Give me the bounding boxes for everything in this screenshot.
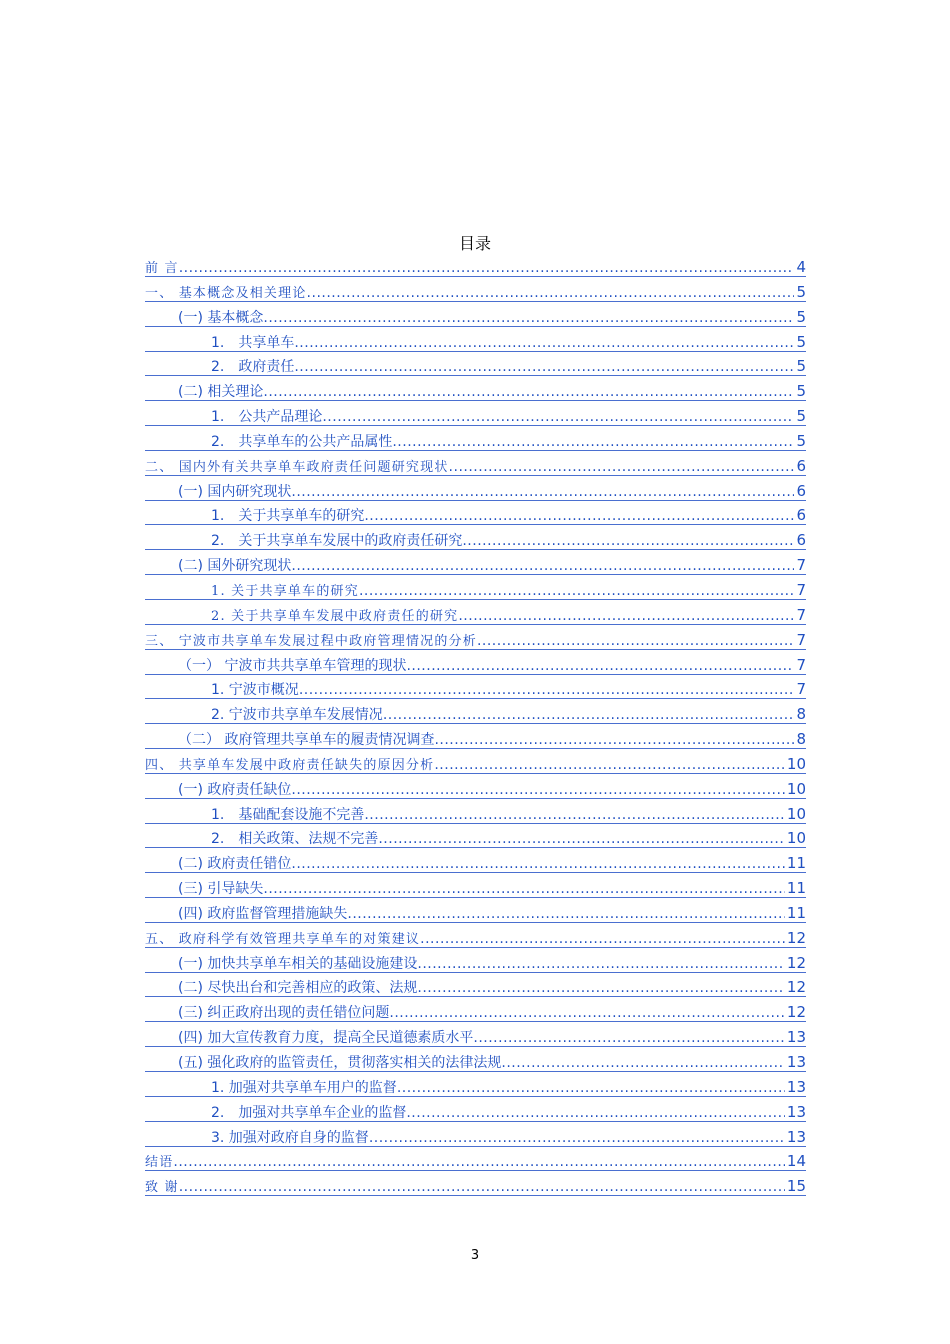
toc-entry-page: 10	[786, 754, 806, 773]
toc-dot-leader	[291, 852, 785, 877]
toc-entry-page: 12	[786, 978, 806, 997]
toc-entry[interactable]	[145, 1149, 806, 1171]
toc-entry-label: 致 谢	[145, 1180, 179, 1196]
toc-entry[interactable]	[145, 578, 806, 600]
toc-entry-label: （一） 宁波市共共享单车管理的现状	[178, 657, 407, 674]
toc-entry-label: 2. 关于共享单车发展中政府责任的研究	[211, 608, 459, 624]
toc-entry-page: 7	[796, 580, 806, 599]
toc-entry-label: 2. 共享单车的公共产品属性	[211, 433, 393, 450]
toc-entry-page: 13	[786, 1053, 806, 1071]
toc-entry-page: 8	[796, 705, 806, 724]
toc-dot-leader	[383, 703, 795, 728]
toc-entry-label: 1. 关于共享单车的研究	[211, 508, 365, 525]
toc-entry-label: (一) 国内研究现状	[178, 483, 292, 500]
toc-entry[interactable]	[145, 777, 806, 799]
toc-entry-label: 2. 相关政策、法规不完善	[211, 831, 379, 848]
toc-dot-leader	[364, 803, 785, 828]
toc-entry-page: 13	[786, 1028, 806, 1047]
toc-entry[interactable]	[145, 255, 806, 277]
toc-entry-page: 12	[786, 1003, 806, 1022]
toc-dot-leader	[389, 1001, 785, 1026]
toc-dot-leader	[347, 902, 785, 927]
toc-dot-leader	[263, 306, 794, 331]
toc-entry[interactable]	[145, 330, 806, 352]
toc-entry[interactable]	[145, 553, 806, 575]
toc-entry[interactable]	[145, 1125, 806, 1147]
toc-entry-page: 11	[786, 903, 806, 922]
toc-dot-leader	[263, 380, 794, 405]
toc-dot-leader	[359, 579, 795, 604]
toc-dot-leader	[299, 678, 795, 703]
toc-dot-leader	[378, 827, 785, 852]
table-of-contents	[145, 255, 806, 1199]
toc-entry[interactable]	[145, 975, 806, 997]
toc-entry[interactable]	[145, 503, 806, 525]
toc-entry-label: 1. 关于共享单车的研究	[211, 583, 359, 599]
toc-entry-page: 4	[796, 258, 806, 276]
toc-dot-leader	[417, 976, 785, 1001]
toc-entry[interactable]	[145, 926, 806, 948]
toc-dot-leader	[501, 1051, 785, 1076]
toc-entry-label: 结语	[145, 1155, 174, 1171]
toc-entry-label: 2. 加强对共享单车企业的监督	[211, 1104, 407, 1121]
toc-dot-leader	[291, 480, 794, 505]
toc-entry-label: 三、 宁波市共享单车发展过程中政府管理情况的分析	[145, 633, 477, 649]
toc-entry[interactable]	[145, 901, 806, 923]
toc-entry-label: 1. 宁波市概况	[211, 682, 299, 699]
toc-entry-label: (五) 强化政府的监管责任，贯彻落实相关的法律法规	[178, 1055, 502, 1071]
toc-dot-leader	[291, 778, 785, 803]
toc-entry[interactable]	[145, 1050, 806, 1072]
toc-dot-leader	[263, 877, 785, 902]
toc-entry-label: 2. 政府责任	[211, 359, 295, 376]
toc-entry-page: 6	[796, 531, 806, 550]
toc-entry-label: （二） 政府管理共享单车的履责情况调查	[178, 732, 435, 749]
toc-dot-leader	[473, 1026, 785, 1051]
toc-entry-label: (一) 基本概念	[178, 309, 264, 326]
toc-entry-page: 12	[786, 953, 806, 972]
toc-entry[interactable]	[145, 1025, 806, 1047]
toc-entry-page: 7	[796, 630, 806, 649]
toc-entry-label: (二) 尽快出台和完善相应的政策、法规	[178, 980, 418, 997]
toc-entry[interactable]	[145, 280, 806, 302]
toc-dot-leader	[291, 554, 794, 579]
toc-dot-leader	[449, 455, 795, 480]
toc-dot-leader	[417, 952, 785, 977]
toc-dot-leader	[462, 529, 794, 554]
toc-entry-page: 10	[786, 829, 806, 848]
toc-entry[interactable]	[145, 752, 806, 774]
toc-entry[interactable]	[145, 429, 806, 451]
toc-dot-leader	[322, 405, 794, 430]
toc-dot-leader	[392, 430, 794, 455]
toc-dot-leader	[434, 753, 785, 778]
toc-entry[interactable]	[145, 354, 806, 376]
page-number: 3	[470, 1248, 480, 1263]
toc-dot-leader	[179, 1175, 785, 1200]
toc-dot-leader	[477, 629, 795, 654]
toc-entry[interactable]	[145, 603, 806, 625]
toc-entry-label: 二、 国内外有关共享单车政府责任问题研究现状	[145, 459, 449, 475]
toc-entry-label: 2. 宁波市共享单车发展情况	[211, 707, 383, 724]
toc-entry[interactable]	[145, 379, 806, 401]
toc-entry[interactable]	[145, 1000, 806, 1022]
toc-entry-label: (三) 引导缺失	[178, 881, 264, 898]
toc-entry[interactable]	[145, 479, 806, 501]
toc-entry[interactable]	[145, 876, 806, 898]
toc-dot-leader	[173, 1150, 785, 1175]
toc-entry-label: (三) 纠正政府出现的责任错位问题	[178, 1005, 390, 1022]
toc-dot-leader	[369, 1126, 785, 1151]
toc-dot-leader	[397, 1076, 785, 1101]
toc-entry-label: 2. 关于共享单车发展中的政府责任研究	[211, 533, 463, 550]
toc-entry-page: 6	[796, 481, 806, 500]
toc-entry[interactable]	[145, 851, 806, 873]
toc-entry-label: 五、 政府科学有效管理共享单车的对策建议	[145, 931, 421, 947]
toc-entry-label: 四、 共享单车发展中政府责任缺失的原因分析	[145, 757, 435, 773]
toc-title: 目录	[458, 234, 491, 253]
toc-dot-leader	[458, 604, 794, 629]
toc-dot-leader	[434, 728, 794, 753]
toc-entry-label: (四) 加大宣传教育力度，提高全民道德素质水平	[178, 1030, 474, 1047]
toc-entry-page: 14	[786, 1152, 806, 1171]
toc-entry[interactable]	[145, 628, 806, 650]
toc-entry[interactable]	[145, 1174, 806, 1196]
toc-entry-page: 5	[796, 382, 806, 401]
toc-entry-label: (一) 政府责任缺位	[178, 781, 292, 798]
toc-entry-page: 7	[796, 655, 806, 674]
toc-entry[interactable]	[145, 951, 806, 973]
toc-entry[interactable]	[145, 305, 806, 327]
toc-dot-leader	[179, 256, 795, 281]
toc-entry-label: (二) 政府责任错位	[178, 856, 292, 873]
toc-entry-label: 前 言	[145, 261, 179, 276]
toc-entry-page: 5	[796, 407, 806, 426]
toc-entry-page: 5	[796, 431, 806, 450]
toc-dot-leader	[406, 654, 794, 679]
toc-entry[interactable]	[145, 702, 806, 724]
toc-entry-page: 15	[786, 1177, 806, 1196]
toc-entry[interactable]	[145, 404, 806, 426]
toc-entry-label: 1. 公共产品理论	[211, 409, 323, 426]
toc-dot-leader	[364, 504, 794, 529]
toc-entry-page: 8	[796, 730, 806, 749]
toc-entry-page: 11	[786, 854, 806, 873]
toc-entry-page: 6	[796, 506, 806, 525]
toc-entry[interactable]	[145, 528, 806, 550]
toc-entry-page: 7	[796, 556, 806, 575]
toc-entry-page: 10	[786, 779, 806, 798]
toc-entry[interactable]	[145, 1075, 806, 1097]
toc-entry[interactable]	[145, 653, 806, 675]
toc-entry-page: 13	[786, 1127, 806, 1146]
toc-entry-page: 13	[786, 1102, 806, 1121]
toc-entry-page: 5	[796, 282, 806, 301]
toc-entry-label: 3. 加强对政府自身的监督	[211, 1129, 369, 1146]
toc-entry-label: (二) 国外研究现状	[178, 558, 292, 575]
toc-entry[interactable]	[145, 677, 806, 699]
toc-entry-label: 一、 基本概念及相关理论	[145, 285, 307, 301]
toc-entry-page: 5	[796, 357, 806, 376]
toc-entry-page: 7	[796, 680, 806, 699]
toc-entry-page: 10	[786, 804, 806, 823]
toc-entry-label: (四) 政府监督管理措施缺失	[178, 905, 348, 922]
toc-entry-page: 11	[786, 879, 806, 898]
toc-dot-leader	[294, 331, 794, 356]
toc-dot-leader	[307, 281, 795, 306]
toc-entry[interactable]	[145, 727, 806, 749]
toc-entry[interactable]	[145, 826, 806, 848]
toc-entry-page: 13	[786, 1077, 806, 1096]
toc-entry-page: 5	[796, 307, 806, 326]
toc-entry-page: 6	[796, 456, 806, 475]
toc-entry[interactable]	[145, 802, 806, 824]
toc-dot-leader	[406, 1101, 785, 1126]
toc-entry-page: 7	[796, 605, 806, 624]
toc-entry[interactable]	[145, 1100, 806, 1122]
toc-entry-label: 1. 共享单车	[211, 334, 295, 351]
toc-entry-page: 12	[786, 928, 806, 947]
toc-dot-leader	[420, 927, 785, 952]
toc-entry-page: 5	[796, 332, 806, 351]
toc-entry-label: (一) 加快共享单车相关的基础设施建设	[178, 955, 418, 972]
toc-entry-label: (二) 相关理论	[178, 384, 264, 401]
toc-entry-label: 1. 基础配套设施不完善	[211, 806, 365, 823]
toc-entry-label: 1. 加强对共享单车用户的监督	[211, 1079, 397, 1096]
toc-entry[interactable]	[145, 454, 806, 476]
toc-dot-leader	[294, 355, 794, 380]
